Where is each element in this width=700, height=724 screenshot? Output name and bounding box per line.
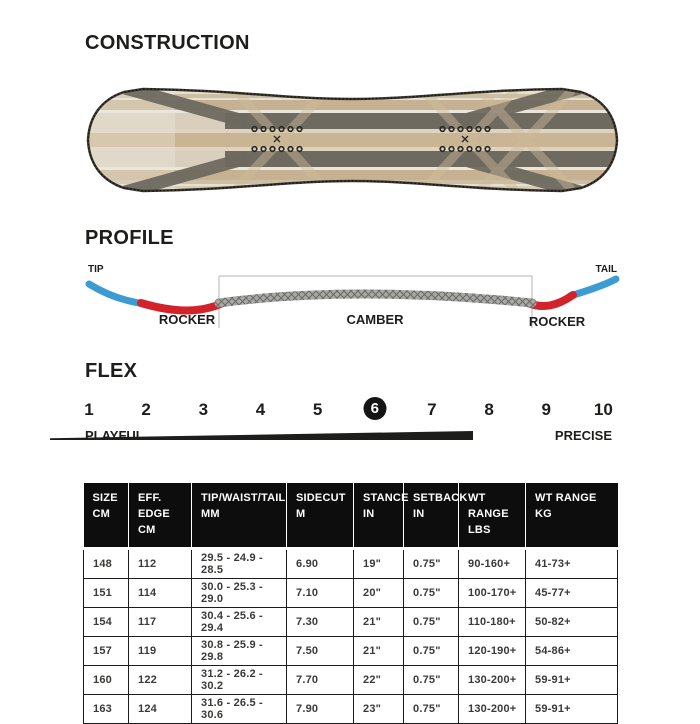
spec-cell: 30.8 - 25.9 - 29.8: [192, 636, 287, 665]
spec-table-body: [84, 548, 618, 723]
spec-header-cell: [404, 483, 468, 548]
header-line: MM: [201, 507, 220, 520]
spec-cell: 130-200+: [459, 694, 526, 723]
header-line: WT RANGE: [468, 492, 509, 520]
spec-header-cell: [459, 483, 526, 548]
header-line: LBS: [468, 523, 491, 536]
spec-cell: 21": [354, 607, 404, 636]
spec-table: [83, 483, 618, 724]
construction-title: CONSTRUCTION: [85, 32, 250, 54]
header-line: SETBACK: [413, 492, 468, 504]
spec-cell: 117: [129, 607, 192, 636]
tip-label: TIP: [88, 264, 104, 275]
table-row: [84, 578, 618, 607]
spec-cell: 0.75": [404, 607, 459, 636]
flex-number: 3: [198, 400, 209, 419]
spec-cell: 30.4 - 25.6 - 29.4: [192, 607, 287, 636]
header-line: IN: [363, 507, 375, 520]
table-row: [84, 694, 618, 723]
playful-label: PLAYFUL: [85, 428, 144, 443]
spec-cell: 7.30: [287, 607, 354, 636]
profile-curve: [89, 279, 616, 311]
header-line: WT RANGE: [535, 492, 597, 504]
spec-cell: 0.75": [404, 636, 459, 665]
spec-cell: 112: [129, 548, 192, 578]
tip-rocker-blue: [89, 284, 145, 304]
spec-header-cell: [192, 483, 287, 548]
spec-cell: 0.75": [404, 694, 459, 723]
header-line: CM: [92, 507, 111, 520]
spec-cell: 160: [84, 665, 129, 694]
header-line: SIDECUT: [296, 492, 346, 504]
spec-cell: 54-86+: [526, 636, 618, 665]
header-line: EFF.: [138, 492, 162, 504]
spec-cell: 7.90: [287, 694, 354, 723]
spec-header-cell: [354, 483, 409, 548]
flex-number: 5: [312, 400, 323, 419]
spec-cell: 120-190+: [459, 636, 526, 665]
spec-cell: 50-82+: [526, 607, 618, 636]
tail-rocker-blue: [570, 279, 616, 296]
flex-number-selected: 6: [363, 397, 386, 420]
table-row: [84, 607, 618, 636]
profile-title: PROFILE: [85, 227, 174, 249]
header-line: SIZE: [92, 492, 118, 504]
spec-cell: 7.50: [287, 636, 354, 665]
spec-header-cell: [129, 483, 192, 548]
rocker-left-label: ROCKER: [158, 312, 216, 327]
flex-number: 7: [427, 400, 437, 419]
header-line: EDGE CM: [138, 507, 170, 536]
spec-cell: 45-77+: [526, 578, 618, 607]
spec-cell: 30.0 - 25.3 - 29.0: [192, 578, 287, 607]
header-line: M: [296, 507, 306, 520]
spec-cell: 20": [354, 578, 404, 607]
header-line: STANCE: [363, 492, 409, 504]
spec-cell: 122: [129, 665, 192, 694]
spec-cell: 119: [129, 636, 192, 665]
spec-cell: 59-91+: [526, 694, 618, 723]
spec-cell: 59-91+: [526, 665, 618, 694]
flex-number: 1: [84, 400, 94, 419]
spec-cell: 6.90: [287, 548, 354, 578]
spec-cell: 31.6 - 26.5 - 30.6: [192, 694, 287, 723]
spec-cell: 21": [354, 636, 404, 665]
table-row: [84, 548, 618, 578]
spec-cell: 148: [84, 548, 129, 578]
spec-cell: 157: [84, 636, 129, 665]
precise-label: PRECISE: [554, 428, 612, 443]
profile-diagram: [85, 256, 620, 334]
spec-cell: 22": [354, 665, 404, 694]
spec-cell: 0.75": [404, 548, 459, 578]
flex-number: 8: [484, 400, 494, 419]
table-row: [84, 665, 618, 694]
spec-cell: 23": [354, 694, 404, 723]
header-row: [84, 483, 618, 548]
snowboard-graphic: [85, 80, 620, 200]
spec-table-container: [83, 483, 617, 724]
flex-number: 4: [255, 400, 266, 419]
spec-cell: 31.2 - 26.2 - 30.2: [192, 665, 287, 694]
flex-number: 10: [593, 400, 613, 419]
tail-label: TAIL: [595, 264, 617, 275]
spec-cell: 130-200+: [459, 665, 526, 694]
table-row: [84, 636, 618, 665]
spec-cell: 163: [84, 694, 129, 723]
spec-cell: 90-160+: [459, 548, 526, 578]
spec-cell: 7.70: [287, 665, 354, 694]
header-line: KG: [535, 507, 552, 520]
spec-cell: 151: [84, 578, 129, 607]
flex-title: FLEX: [85, 360, 138, 382]
spec-cell: 19": [354, 548, 404, 578]
spec-cell: 124: [129, 694, 192, 723]
header-line: IN: [413, 507, 425, 520]
rocker-left-red: [141, 303, 223, 311]
spec-header-cell: [526, 483, 618, 548]
rocker-right-label: ROCKER: [528, 314, 586, 329]
spec-cell: 154: [84, 607, 129, 636]
spec-header-cell: [84, 483, 129, 548]
spec-cell: 114: [129, 578, 192, 607]
spec-cell: 7.10: [287, 578, 354, 607]
flex-number: 2: [141, 400, 151, 419]
spec-cell: 29.5 - 24.9 - 28.5: [192, 548, 287, 578]
camber-label: CAMBER: [346, 312, 404, 327]
camber-section: [219, 294, 532, 303]
flex-number: 9: [541, 400, 551, 419]
spec-cell: 100-170+: [459, 578, 526, 607]
spec-cell: 110-180+: [459, 607, 526, 636]
spec-header-cell: [287, 483, 354, 548]
spec-cell: 0.75": [404, 578, 459, 607]
spec-cell: 0.75": [404, 665, 459, 694]
header-line: TIP/WAIST/TAIL: [201, 492, 286, 504]
spec-cell: 41-73+: [526, 548, 618, 578]
spec-table-header: [84, 483, 618, 548]
